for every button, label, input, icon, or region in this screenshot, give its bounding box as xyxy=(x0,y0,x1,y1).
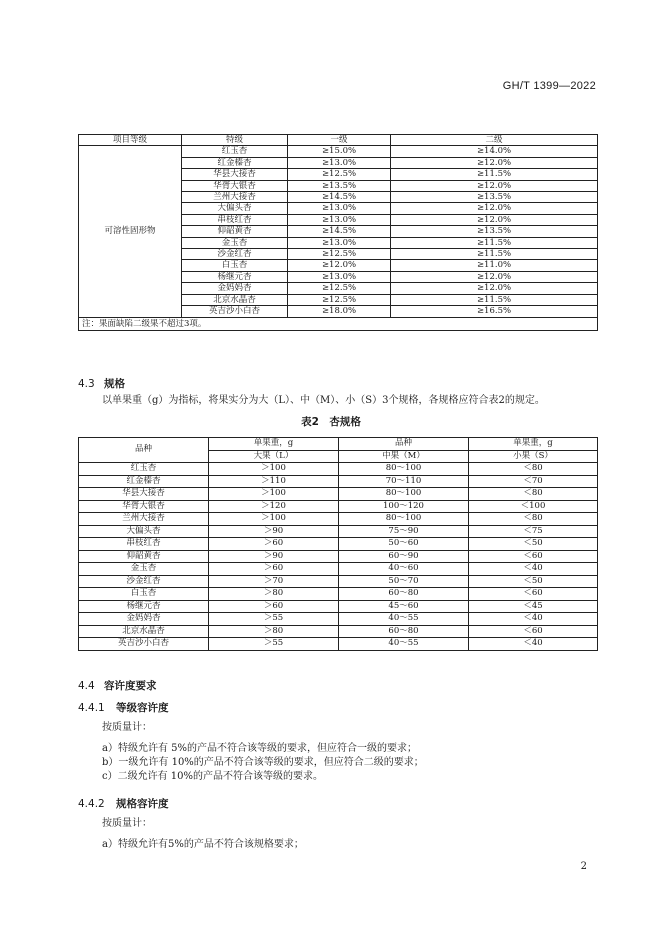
section-number: 4.4.1 xyxy=(78,702,105,714)
list-item: a）特级允许有 5%的产品不符合该等级的要求，但应符合一级的要求； xyxy=(102,743,418,754)
grade-requirements-table xyxy=(78,134,598,331)
variety-cell: 仰韶黄杏 xyxy=(182,226,288,237)
premium-cell: ≥13.0% xyxy=(288,157,391,168)
table-row xyxy=(79,563,598,576)
large-cell: ＞60 xyxy=(209,600,339,613)
second-cell: ≥12.0% xyxy=(391,180,598,191)
variety-cell: 兰州大接杏 xyxy=(79,513,209,526)
header-weight-right: 单果重，g xyxy=(469,438,598,451)
medium-cell: 100～120 xyxy=(339,500,469,513)
small-cell: ＜40 xyxy=(469,563,598,576)
section-title: 等级容许度 xyxy=(116,702,169,714)
second-cell: ≥12.0% xyxy=(391,157,598,168)
medium-cell: 80～100 xyxy=(339,488,469,501)
medium-cell: 40～55 xyxy=(339,613,469,626)
table-row xyxy=(79,146,598,157)
header-medium: 中果（M） xyxy=(339,450,469,463)
variety-cell: 英吉沙小白杏 xyxy=(182,306,288,317)
section-4-4-1-intro: 按质量计： xyxy=(102,722,152,733)
second-cell: ≥14.0% xyxy=(391,146,598,157)
variety-cell: 沙金红杏 xyxy=(79,575,209,588)
medium-cell: 60～80 xyxy=(339,588,469,601)
large-cell: ＞55 xyxy=(209,613,339,626)
variety-cell: 金玉杏 xyxy=(182,237,288,248)
section-number: 4.4 xyxy=(78,680,95,692)
second-cell: ≥13.5% xyxy=(391,192,598,203)
variety-cell: 金妈妈杏 xyxy=(79,613,209,626)
list-item: a）特级允许有5%的产品不符合该规格要求； xyxy=(102,839,304,850)
header-small: 小果（S） xyxy=(469,450,598,463)
header-premium: 特级 xyxy=(182,135,288,146)
medium-cell: 40～60 xyxy=(339,563,469,576)
variety-cell: 红金榛杏 xyxy=(182,157,288,168)
medium-cell: 80～100 xyxy=(339,463,469,476)
small-cell: ＜45 xyxy=(469,600,598,613)
second-cell: ≥12.0% xyxy=(391,271,598,282)
second-cell: ≥16.5% xyxy=(391,306,598,317)
small-cell: ＜80 xyxy=(469,513,598,526)
header-second-grade: 二级 xyxy=(391,135,598,146)
table-row xyxy=(79,550,598,563)
premium-cell: ≥15.0% xyxy=(288,146,391,157)
premium-cell: ≥12.5% xyxy=(288,169,391,180)
premium-cell: ≥14.5% xyxy=(288,192,391,203)
variety-cell: 白玉杏 xyxy=(182,260,288,271)
small-cell: ＜40 xyxy=(469,613,598,626)
premium-cell: ≥13.0% xyxy=(288,271,391,282)
variety-cell: 红玉杏 xyxy=(182,146,288,157)
section-4-4-2-items xyxy=(78,838,622,852)
page-number: 2 xyxy=(580,861,587,872)
large-cell: ＞60 xyxy=(209,538,339,551)
table-header-row xyxy=(79,438,598,451)
second-cell: ≥11.5% xyxy=(391,249,598,260)
document-code: GH/T 1399—2022 xyxy=(502,80,596,92)
table-note: 注：果面缺陷二级果不超过3项。 xyxy=(79,317,598,330)
second-cell: ≥11.5% xyxy=(391,169,598,180)
variety-cell: 北京水晶杏 xyxy=(182,294,288,305)
section-4-3-heading xyxy=(78,376,125,391)
variety-cell: 金妈妈杏 xyxy=(182,283,288,294)
section-4-4-1-heading xyxy=(78,700,169,715)
medium-cell: 40～55 xyxy=(339,638,469,651)
header-variety-mid: 品种 xyxy=(339,438,469,451)
small-cell: ＜80 xyxy=(469,463,598,476)
table-header-row xyxy=(79,135,598,146)
large-cell: ＞100 xyxy=(209,513,339,526)
variety-cell: 英吉沙小白杏 xyxy=(79,638,209,651)
table-row xyxy=(79,463,598,476)
size-spec-table xyxy=(78,437,598,651)
table-note-row xyxy=(79,317,598,330)
premium-cell: ≥13.5% xyxy=(288,180,391,191)
small-cell: ＜60 xyxy=(469,625,598,638)
table2-caption: 表2 杏规格 xyxy=(301,416,361,428)
medium-cell: 50～60 xyxy=(339,538,469,551)
variety-cell: 串枝红杏 xyxy=(79,538,209,551)
variety-cell: 红玉杏 xyxy=(79,463,209,476)
header-first-grade: 一级 xyxy=(288,135,391,146)
header-variety: 品种 xyxy=(79,438,209,463)
table-row xyxy=(79,613,598,626)
second-cell: ≥11.5% xyxy=(391,294,598,305)
premium-cell: ≥13.0% xyxy=(288,203,391,214)
variety-cell: 沙金红杏 xyxy=(182,249,288,260)
section-title: 规格容许度 xyxy=(116,798,169,810)
variety-cell: 仰韶黄杏 xyxy=(79,550,209,563)
header-large: 大果（L） xyxy=(209,450,339,463)
premium-cell: ≥14.5% xyxy=(288,226,391,237)
table-row xyxy=(79,600,598,613)
table-row xyxy=(79,488,598,501)
variety-cell: 杨继元杏 xyxy=(182,271,288,282)
premium-cell: ≥12.5% xyxy=(288,249,391,260)
variety-cell: 大偏头杏 xyxy=(79,525,209,538)
large-cell: ＞70 xyxy=(209,575,339,588)
small-cell: ＜50 xyxy=(469,575,598,588)
table-row xyxy=(79,500,598,513)
table-row xyxy=(79,475,598,488)
medium-cell: 60～80 xyxy=(339,625,469,638)
header-weight-left: 单果重，g xyxy=(209,438,339,451)
variety-cell: 华胥大银杏 xyxy=(182,180,288,191)
medium-cell: 75～90 xyxy=(339,525,469,538)
large-cell: ＞55 xyxy=(209,638,339,651)
variety-cell: 华县大接杏 xyxy=(79,488,209,501)
large-cell: ＞100 xyxy=(209,463,339,476)
premium-cell: ≥12.5% xyxy=(288,283,391,294)
variety-cell: 红金榛杏 xyxy=(79,475,209,488)
medium-cell: 50～70 xyxy=(339,575,469,588)
small-cell: ＜60 xyxy=(469,588,598,601)
large-cell: ＞80 xyxy=(209,588,339,601)
premium-cell: ≥13.0% xyxy=(288,214,391,225)
table-row xyxy=(79,625,598,638)
small-cell: ＜50 xyxy=(469,538,598,551)
premium-cell: ≥12.5% xyxy=(288,294,391,305)
second-cell: ≥11.0% xyxy=(391,260,598,271)
section-number: 4.3 xyxy=(78,378,95,390)
variety-cell: 大偏头杏 xyxy=(182,203,288,214)
premium-cell: ≥13.0% xyxy=(288,237,391,248)
second-cell: ≥12.0% xyxy=(391,283,598,294)
large-cell: ＞90 xyxy=(209,525,339,538)
large-cell: ＞110 xyxy=(209,475,339,488)
premium-cell: ≥18.0% xyxy=(288,306,391,317)
section-number: 4.4.2 xyxy=(78,798,105,810)
section-4-4-2-intro: 按质量计： xyxy=(102,818,152,829)
small-cell: ＜80 xyxy=(469,488,598,501)
large-cell: ＞90 xyxy=(209,550,339,563)
list-item: c）二级允许有 10%的产品不符合该等级的要求。 xyxy=(102,771,324,782)
second-cell: ≥12.0% xyxy=(391,214,598,225)
small-cell: ＜40 xyxy=(469,638,598,651)
list-item: b）一级允许有 10%的产品不符合该等级的要求，但应符合二级的要求； xyxy=(102,757,424,768)
small-cell: ＜100 xyxy=(469,500,598,513)
variety-cell: 串枝红杏 xyxy=(182,214,288,225)
premium-cell: ≥12.0% xyxy=(288,260,391,271)
section-4-3-text: 以单果重（g）为指标，将果实分为大（L）、中（M）、小（S）3个规格，各规格应符合表2的规定。 xyxy=(102,395,545,406)
table-row xyxy=(79,525,598,538)
medium-cell: 70～110 xyxy=(339,475,469,488)
section-title: 容许度要求 xyxy=(104,680,157,692)
variety-cell: 华县大接杏 xyxy=(182,169,288,180)
variety-cell: 北京水晶杏 xyxy=(79,625,209,638)
table-row xyxy=(79,575,598,588)
table-row xyxy=(79,638,598,651)
variety-cell: 华胥大银杏 xyxy=(79,500,209,513)
table-row xyxy=(79,538,598,551)
variety-cell: 金玉杏 xyxy=(79,563,209,576)
table-row xyxy=(79,513,598,526)
medium-cell: 45～60 xyxy=(339,600,469,613)
small-cell: ＜70 xyxy=(469,475,598,488)
large-cell: ＞100 xyxy=(209,488,339,501)
variety-cell: 杨继元杏 xyxy=(79,600,209,613)
medium-cell: 60～90 xyxy=(339,550,469,563)
large-cell: ＞60 xyxy=(209,563,339,576)
header-item-grade: 项目等级 xyxy=(79,135,182,146)
second-cell: ≥13.5% xyxy=(391,226,598,237)
medium-cell: 80～100 xyxy=(339,513,469,526)
row-group-label: 可溶性固形物 xyxy=(79,146,182,317)
large-cell: ＞80 xyxy=(209,625,339,638)
small-cell: ＜60 xyxy=(469,550,598,563)
table-row xyxy=(79,588,598,601)
section-4-4-2-heading xyxy=(78,796,169,811)
variety-cell: 兰州大接杏 xyxy=(182,192,288,203)
variety-cell: 白玉杏 xyxy=(79,588,209,601)
section-4-4-heading xyxy=(78,678,157,693)
second-cell: ≥12.0% xyxy=(391,203,598,214)
large-cell: ＞120 xyxy=(209,500,339,513)
section-title: 规格 xyxy=(104,378,125,390)
section-4-4-1-items xyxy=(78,742,622,784)
second-cell: ≥11.5% xyxy=(391,237,598,248)
small-cell: ＜75 xyxy=(469,525,598,538)
